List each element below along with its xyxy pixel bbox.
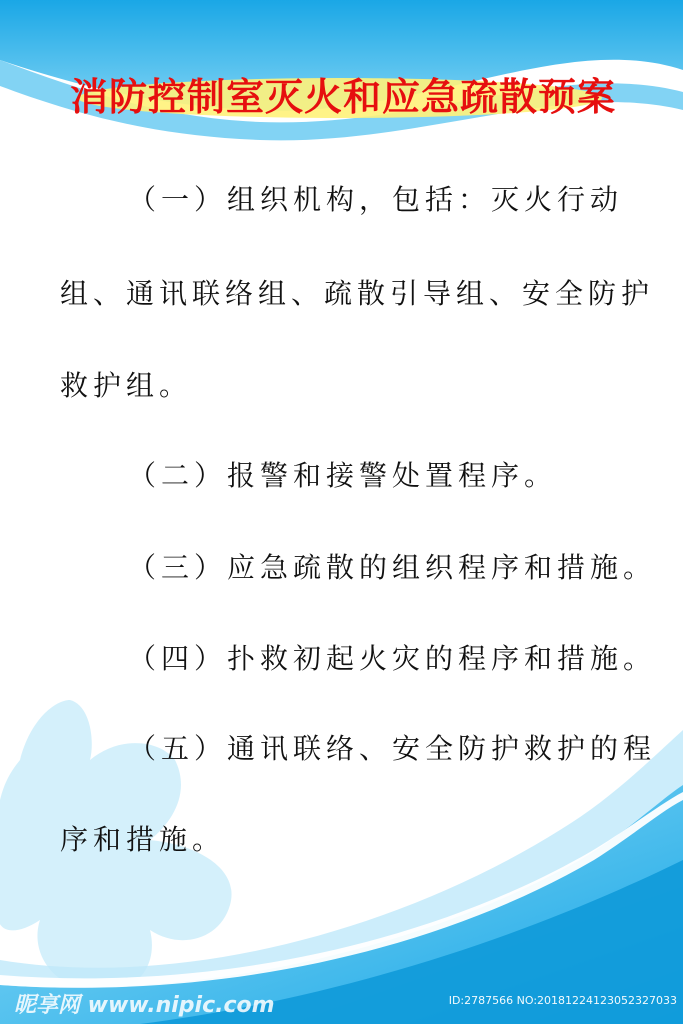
- plan-line-5: （三）应急疏散的组织程序和措施。: [128, 551, 657, 584]
- plan-line-2: 组、通讯联络组、疏散引导组、安全防护: [60, 277, 655, 310]
- plan-line-6: （四）扑救初起火灾的程序和措施。: [128, 642, 657, 675]
- page-title: 消防控制室灭火和应急疏散预案: [70, 75, 617, 119]
- plan-line-8: 序和措施。: [60, 823, 226, 856]
- watermark-id: ID:2787566 NO:20181224123052327033: [448, 994, 677, 1007]
- plan-line-7: （五）通讯联络、安全防护救护的程: [128, 732, 657, 765]
- title-banner: [70, 56, 617, 122]
- plan-line-4: （二）报警和接警处置程序。: [128, 459, 558, 492]
- watermark-site: 昵享网 www.nipic.com: [14, 993, 275, 1018]
- plan-line-3: 救护组。: [60, 369, 193, 402]
- plan-line-1: （一）组织机构，包括：灭火行动: [128, 183, 624, 216]
